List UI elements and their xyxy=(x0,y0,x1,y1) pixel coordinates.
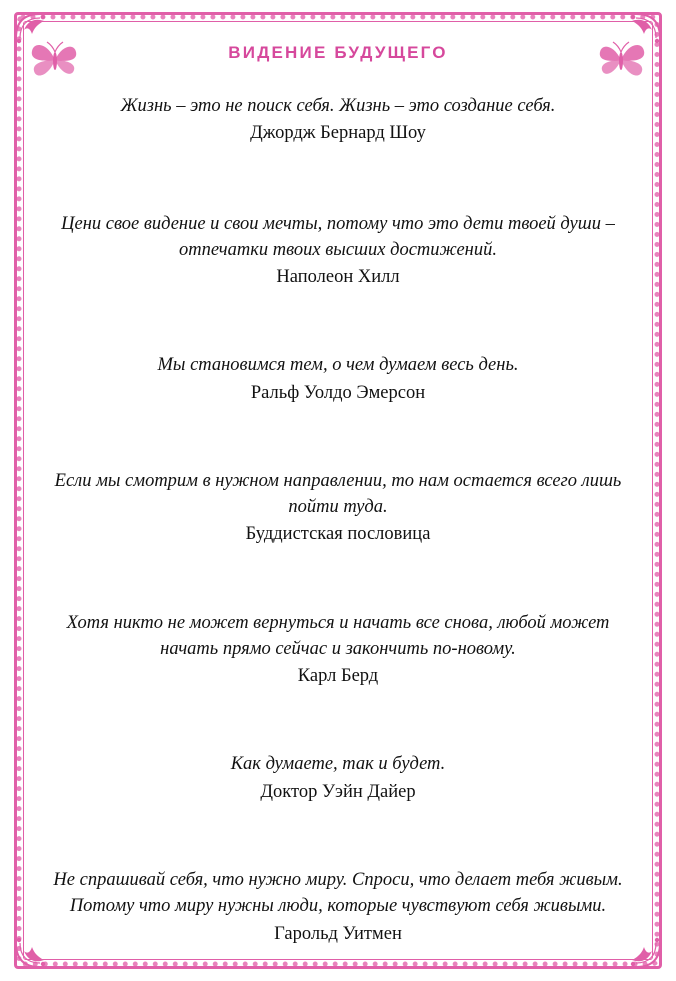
quote-text: Цени свое видение и свои мечты, потому что это дети твоей души – отпечатки твоих высших достижений. xyxy=(61,213,615,260)
quote-author: Доктор Уэйн Дайер xyxy=(260,781,416,802)
quote-item xyxy=(46,352,630,406)
quote-text: Не спрашивай себя, что нужно миру. Спроси, что делает тебя живым. Потому что миру нужны люди, которые чувствуют себя живыми. xyxy=(53,869,623,917)
quote-text: Если мы смотрим в нужном направлении, то нам остается всего лишь пойти туда. xyxy=(54,470,622,518)
quote-item xyxy=(46,751,630,805)
quote-text: Мы становимся тем, о чем думаем весь день. xyxy=(157,355,519,376)
document-content xyxy=(46,34,630,947)
quote-item xyxy=(46,610,630,690)
quote-author: Наполеон Хилл xyxy=(276,267,400,288)
quote-author: Джордж Бернард Шоу xyxy=(250,123,426,144)
quote-author: Карл Берд xyxy=(297,666,379,687)
quote-text: Хотя никто не может вернуться и начать все снова, любой может начать прямо сейчас и закончить по-новому. xyxy=(66,612,610,659)
quote-item xyxy=(46,93,630,147)
quote-item xyxy=(46,211,630,291)
quote-item xyxy=(46,867,630,947)
quote-author: Ральф Уолдо Эмерсон xyxy=(250,382,426,403)
quote-list xyxy=(46,93,630,947)
quote-author: Гарольд Уитмен xyxy=(274,923,402,944)
quote-text: Как думаете, так и будет. xyxy=(230,754,446,775)
quote-author: Буддистская пословица xyxy=(245,524,431,545)
quote-text: Жизнь – это не поиск себя. Жизнь – это создание себя. xyxy=(120,96,556,116)
quote-item xyxy=(46,468,630,548)
page-title: ВИДЕНИЕ БУДУЩЕГО xyxy=(228,43,448,62)
